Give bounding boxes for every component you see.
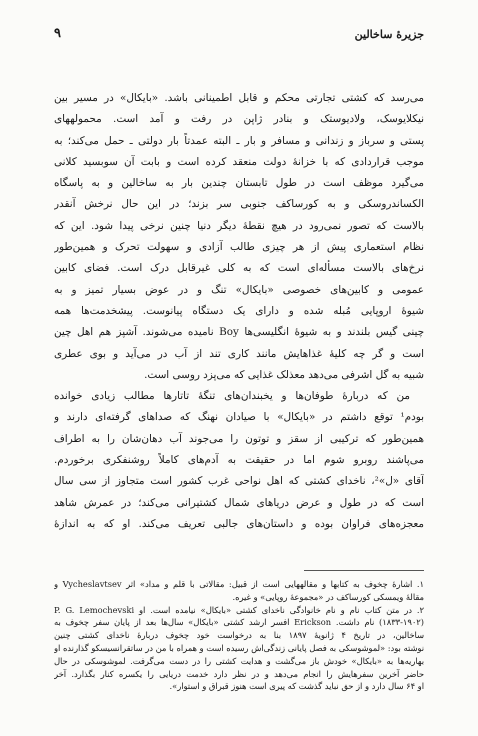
footnote-line: او ۶۴ سال دارد و از حق نباید گذشت که پیری است هنوز قبراق و استوار». [169, 681, 424, 692]
text-line: الکساندروسکی و به کورساکف جنوبی سر بزند؛ در این حال نرخش آنقدر [54, 198, 424, 211]
text-line: معجزه‌های فراوان بوده و داستان‌های جالبی تعریف می‌کند. او که به اندازهٔ [54, 517, 424, 530]
footnotes [54, 578, 424, 693]
text-line: موجب قراردادی که با خزانهٔ دولت منعقد کرده است و بابت آن سوبسید کلانی [54, 155, 424, 168]
body-text [54, 88, 424, 535]
text-line: شبیه به گل اشرفی می‌دهد معذلک غذایی که می‌پزد روسی است. [144, 368, 424, 381]
footnote-line: بهاریه‌ها به «بایکال» خودش باز می‌گشت و هدایت کشتی را در دست می‌گرفت. لموشوسکی در حال [54, 655, 424, 666]
text-line: پستی و سرباز و زندانی و مسافر و بار ـ البته عمدتاً بار دولتی ـ حمل می‌کند؛ به [54, 134, 424, 147]
text-line: بودم¹ توقع داشتم در «بایکال» با صیادان نهنگ که صداهای گرفته‌ای دارند و [54, 411, 424, 424]
text-line: آقای «ل»²، ناخدای کشتی که اهل نواحی غرب کشور است متجاوز از سی سال [54, 475, 424, 488]
text-line: من که دربارهٔ طوفان‌ها و یخبندان‌های تنگهٔ تاتارها مطالب زیادی خوانده [54, 390, 410, 403]
footnote-1 [54, 578, 424, 604]
footnote-line: نوشته بود: «لموشوسکی به فصل پایانی زندگی‌اش رسیده است و همراه با من در ساتقرانسیسکو گذارنده او [54, 642, 424, 653]
footnote-line: ساخالین، در تاریخ ۴ ژانویهٔ ۱۸۹۷ بنا به درخواست خود چخوف دربارهٔ ناخدای کشتی چنین [54, 630, 424, 641]
text-line: نظام استعماری پیش از هر چیزی طالب آزادی و سهولت تحرک و همین‌طور [54, 241, 424, 254]
footnote-line: حاضر آخرین سفرهایش را انجام می‌دهد و در نظر دارد خدمت دریایی را یکسره کنار بگذارد. آخر [54, 668, 424, 679]
footnote-line: ۱. اشارهٔ چخوف به کتابها و مقالههایی است از قبیل: مقالاتی با قلم و مداد» اثر Vycheslavtsev و [54, 579, 424, 589]
page-number: ۹ [54, 26, 61, 41]
paragraph-1 [54, 88, 424, 386]
text-line: شیوهٔ اروپایی مُبله شده و دارای یک دستگاه پیانوست. پیشخدمت‌ها همه [54, 304, 424, 317]
footnote-line: مقالهٔ ویمسکی کورساکف در «مجموعهٔ روپایی» و غیره. [232, 591, 424, 602]
text-line: است که در طول و عرض دریاهای شمال کشتیرانی می‌کند؛ در عمرش شاهد [54, 496, 424, 509]
text-line: همین‌طور که ترکیبی از سقز و توتون را می‌جوند آب دهان‌شان را به اطراف [54, 432, 424, 445]
paragraph-2 [54, 386, 424, 535]
footnote-line: (۱۸۳۳-۱۹۰۲) نام داشت. Erickson افسر ارشد کشتی «بایکال» سال‌ها بعد از پایان سفر چخوف به [54, 617, 424, 628]
footnote-line: ۲. در متن کتاب نام و نام خانوادگی ناخدای کشتی «بایکال» نیامده است. او P. G. Lemochevski [54, 604, 424, 615]
text-line: می‌رسد که کشتی تجارتی محکم و قابل اطمینانی باشد. «بایکال» در مسیر بین [54, 92, 424, 104]
text-line: است و گر چه کلیهٔ غذاهایش مانند کاری تند از آب در می‌آید و بوی عطری [54, 347, 424, 360]
text-line: بالاست که تصور نمی‌رود در هیچ نقطهٔ دیگر دنیا چنین نرخی پیدا شود. این که [54, 219, 424, 232]
page-header [54, 28, 424, 48]
text-line: نرخ‌های بالاست مسأله‌ای است که به کلی غیرقابل درک است. فضای کابین [54, 262, 424, 275]
text-line: می‌پاشند روبرو شوم اما در حقیقت به آدم‌های کاملاً روشنفکری برخوردم. [54, 454, 424, 467]
footnote-2 [54, 604, 424, 694]
running-title: جزیرهٔ ساخالین [354, 28, 424, 41]
text-line: نیکلایوسک، ولادیوستک و بنادر ژاپن در رفت و آمد است. محمولههای [54, 113, 424, 126]
text-line: می‌گیرد موظف است در طول تابستان چندین بار به ساخالین و به پاسگاه [54, 177, 424, 190]
footnote-divider [304, 570, 424, 571]
text-line: عمومی و کابین‌های خصوصی «بایکال» تنگ و در عوض بسیار تمیز و به [54, 283, 424, 296]
text-line: چینی گیس بلندند و به شیوهٔ انگلیسی‌ها Boy نامیده می‌شوند. آشپز هم اهل چین [54, 326, 424, 339]
